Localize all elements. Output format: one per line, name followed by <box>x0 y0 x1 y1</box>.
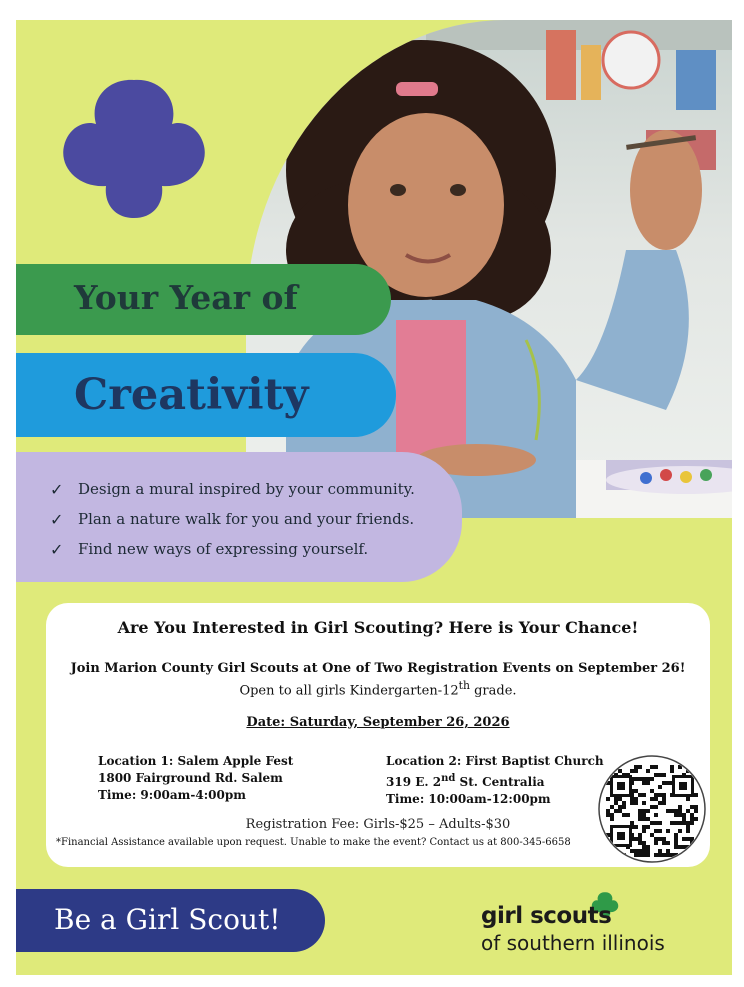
location-2 <box>386 753 604 808</box>
open-line-suffix: grade. <box>469 683 517 699</box>
headline-creativity: Creativity <box>74 370 309 420</box>
financial-assistance-note: *Financial Assistance available upon request. Unable to make the event? Contact us at 800-345-6658 <box>56 837 571 848</box>
flyer-sheet <box>16 20 732 975</box>
check-icon: ✓ <box>50 509 64 529</box>
logo-of-southern-illinois: of southern illinois <box>481 931 665 955</box>
location-2-address-suffix: St. Centralia <box>455 775 545 789</box>
location-1-name: Location 1: Salem Apple Fest <box>98 754 294 768</box>
activity-text: Plan a nature walk for you and your friends. <box>78 510 415 528</box>
location-1-address: 1800 Fairground Rd. Salem <box>98 771 283 785</box>
activity-text: Find new ways of expressing yourself. <box>78 540 369 558</box>
activity-list <box>50 474 415 564</box>
event-title: Are You Interested in Girl Scouting? Here is Your Chance! <box>117 618 639 637</box>
slogan: Be a Girl Scout! <box>54 903 281 936</box>
location-2-name: Location 2: First Baptist Church <box>386 754 604 768</box>
location-1-time: Time: 9:00am-4:00pm <box>98 788 246 802</box>
check-icon: ✓ <box>50 479 64 499</box>
activity-item <box>50 504 415 534</box>
activity-item <box>50 474 415 504</box>
activity-item <box>50 534 415 564</box>
location-2-address <box>386 770 604 791</box>
headline-year-of: Your Year of <box>74 278 298 317</box>
registration-fee: Registration Fee: Girls-$25 – Adults-$30 <box>245 817 511 832</box>
location-1 <box>98 753 293 804</box>
event-card <box>46 603 710 867</box>
location-2-address-text: 319 E. 2 <box>386 775 442 789</box>
location-2-address-sup: nd <box>441 773 456 784</box>
open-line <box>46 679 710 698</box>
logo-girl-scouts: girl scouts <box>481 903 612 929</box>
trefoil-icon <box>54 68 214 228</box>
open-line-text: Open to all girls Kindergarten-12 <box>239 683 459 699</box>
activity-text: Design a mural inspired by your community. <box>78 480 415 498</box>
event-date: Date: Saturday, September 26, 2026 <box>246 715 510 730</box>
location-2-time: Time: 10:00am-12:00pm <box>386 792 551 806</box>
check-icon: ✓ <box>50 539 64 559</box>
join-line: Join Marion County Girl Scouts at One of Two Registration Events on September 26! <box>70 661 686 676</box>
open-line-sup: th <box>458 679 470 692</box>
